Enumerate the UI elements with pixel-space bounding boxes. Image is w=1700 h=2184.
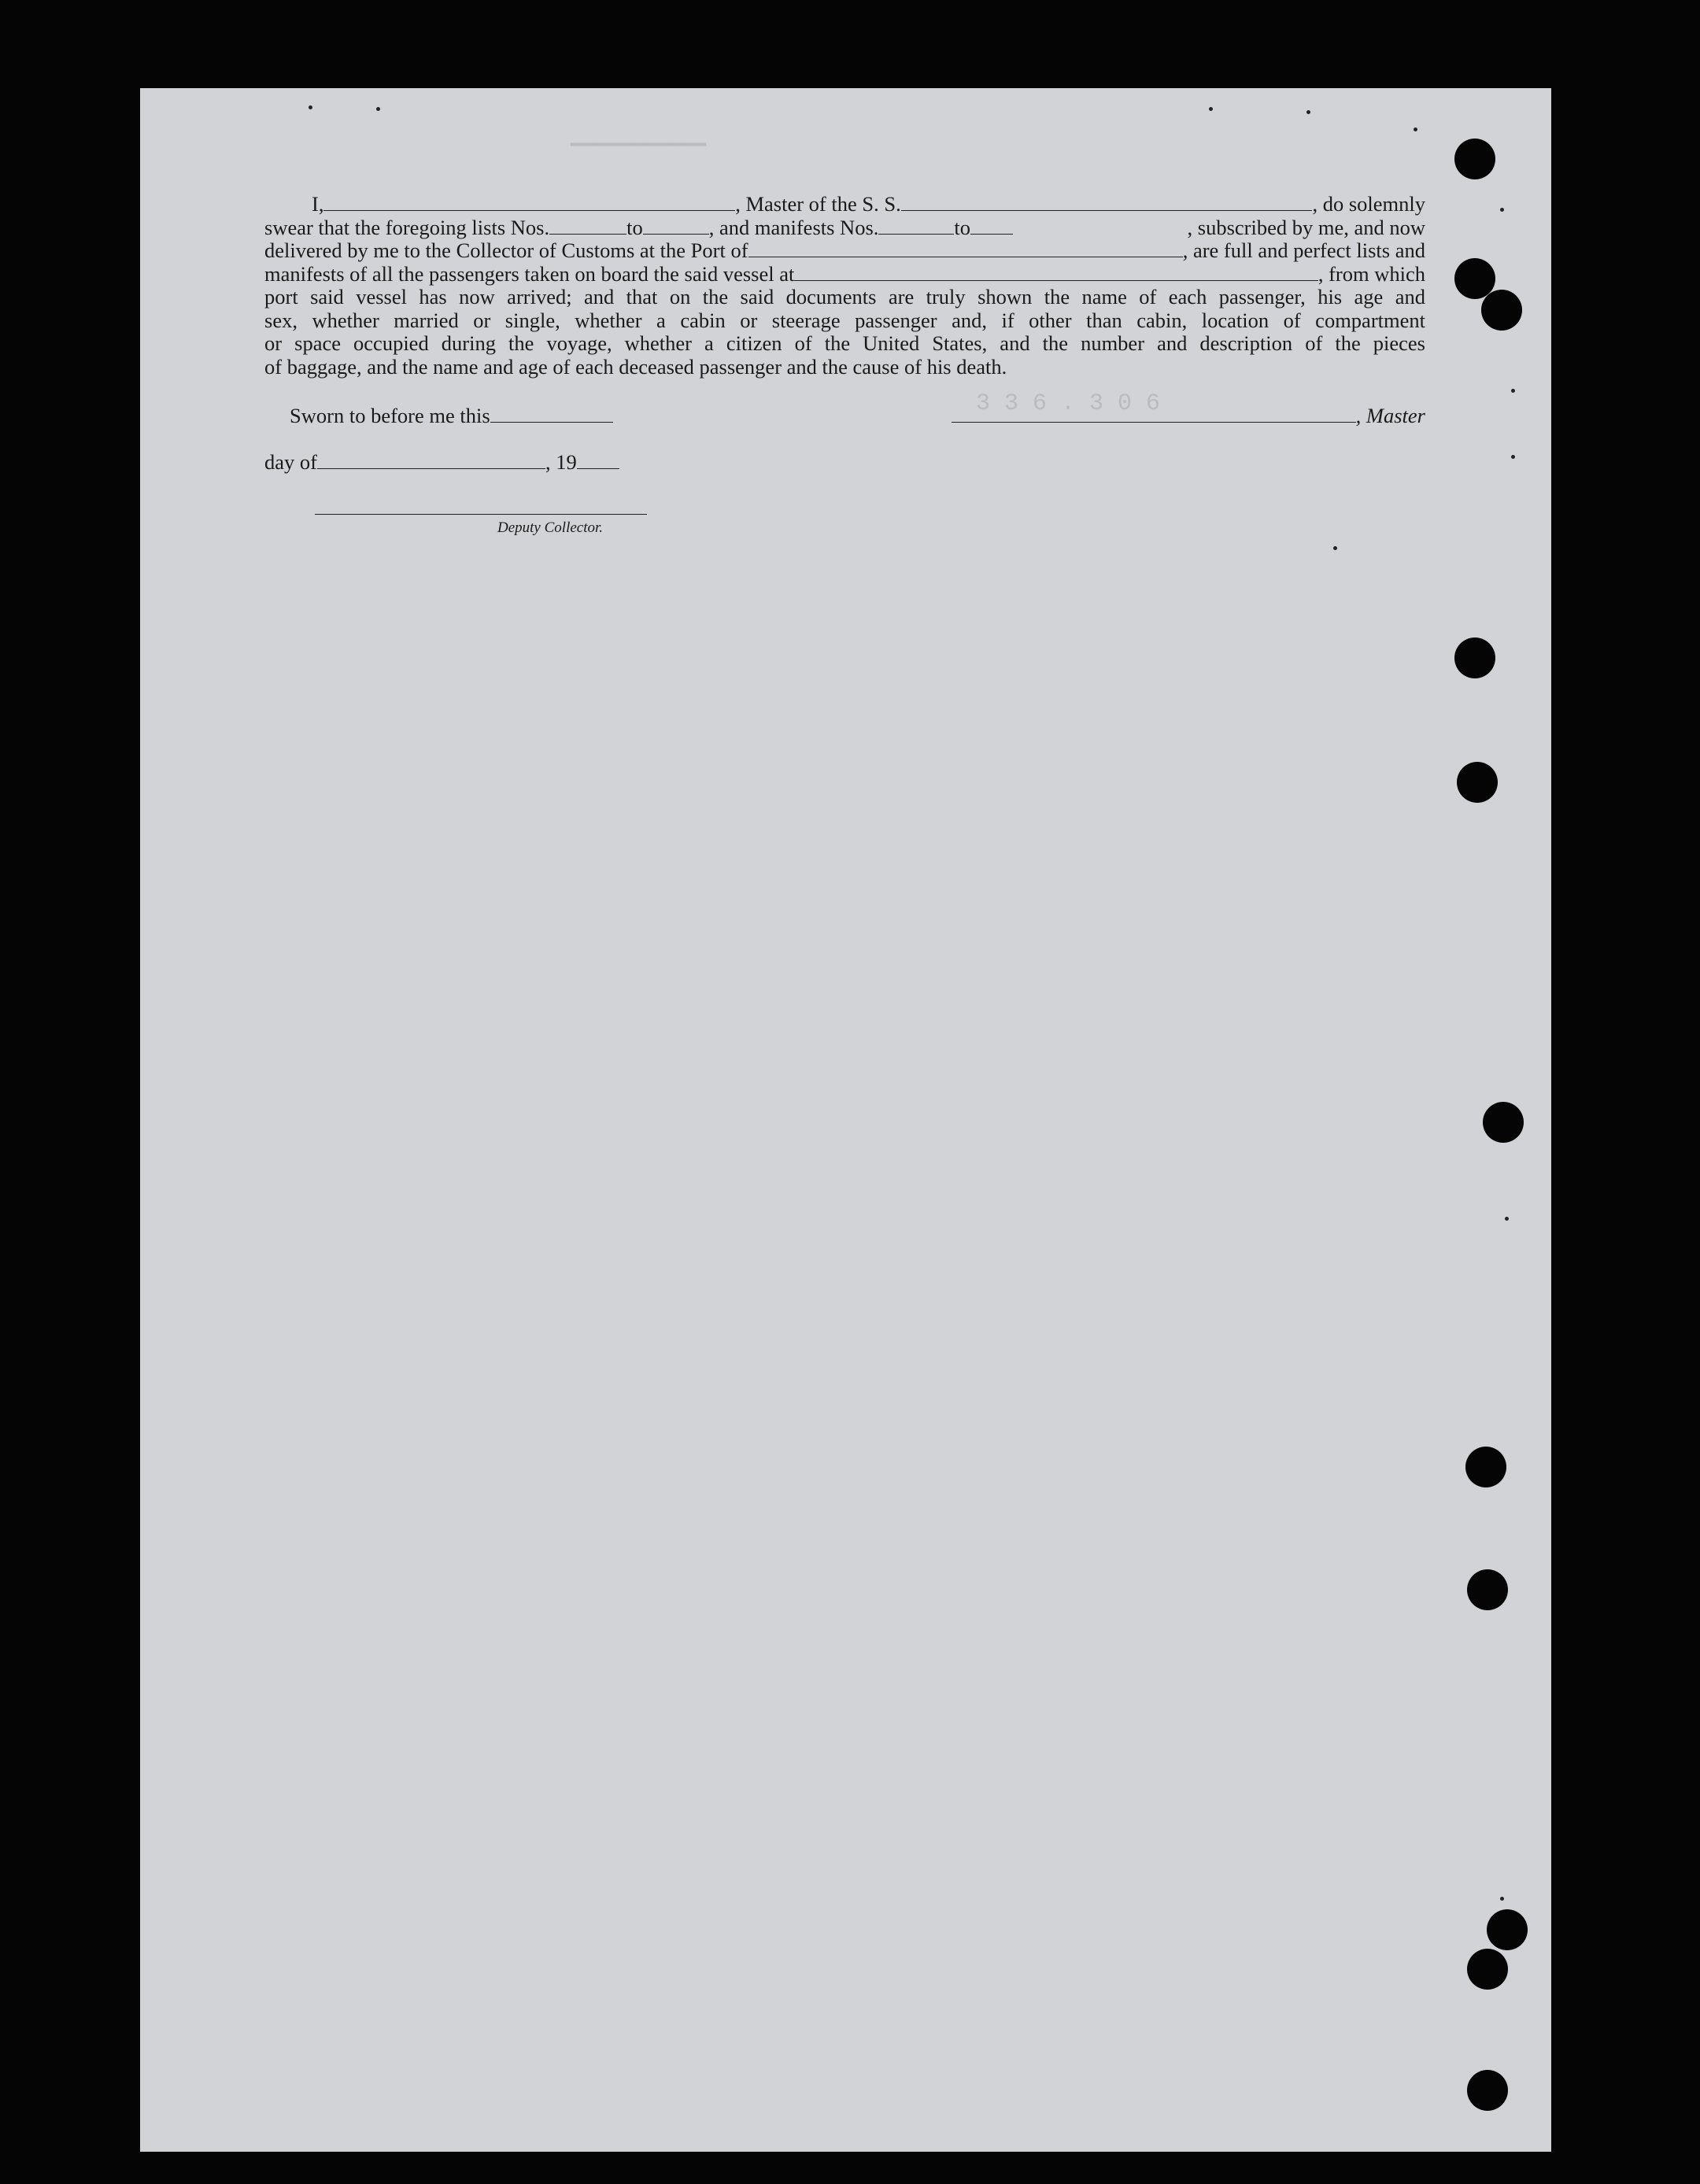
punch-hole [1467, 2070, 1508, 2111]
day-month-blank[interactable] [317, 453, 545, 469]
speck [1505, 1217, 1509, 1221]
punch-hole [1467, 1569, 1508, 1610]
oath-line-3 [264, 239, 1425, 263]
deputy-collector-label: Deputy Collector. [497, 519, 604, 536]
speck [376, 107, 380, 111]
punch-hole [1465, 1447, 1506, 1487]
oath-text: , do solemnly [1312, 192, 1426, 216]
manifests-from-blank[interactable] [878, 218, 954, 235]
day-text: day of [264, 450, 317, 474]
year-blank[interactable] [577, 453, 619, 469]
oath-paragraph [264, 193, 1425, 379]
manifests-to-blank[interactable] [970, 218, 1013, 235]
lists-from-blank[interactable] [549, 218, 626, 235]
document-sheet [140, 88, 1551, 2152]
oath-text: manifests of all the passengers taken on board the said vessel at [264, 261, 795, 286]
sworn-date-blank[interactable] [490, 406, 613, 423]
oath-text: I, [312, 192, 324, 216]
speck [1306, 110, 1310, 114]
speck [1333, 546, 1337, 550]
speck [1500, 1897, 1504, 1901]
show-through-text: ▁▁▁▁▁▁▁▁▁▁▁ [571, 124, 707, 147]
sworn-text: Sworn to before me this [290, 404, 490, 427]
year-text: , 19 [545, 450, 577, 474]
lists-to-blank[interactable] [643, 218, 709, 235]
oath-line-1 [264, 193, 1425, 216]
show-through-text: 3 3 6 . 3 0 6 [976, 390, 1161, 417]
speck [1511, 455, 1515, 459]
oath-line-5: port said vessel has now arrived; and that on the said documents are truly shown the name of each passenger, his age and [264, 286, 1425, 309]
oath-text: , from which [1318, 261, 1425, 286]
oath-line-8: of baggage, and the name and age of each deceased passenger and the cause of his death. [264, 354, 1007, 379]
master-name-blank[interactable] [323, 194, 735, 211]
punch-hole [1467, 1949, 1508, 1990]
speck [1500, 208, 1504, 212]
deputy-signature-blank[interactable] [315, 514, 647, 515]
day-line [264, 450, 619, 474]
oath-text: , Master of the S. S. [735, 192, 901, 216]
oath-text: to [626, 215, 643, 239]
oath-text: , and manifests Nos. [708, 215, 879, 239]
speck [309, 105, 312, 109]
oath-line-7: or space occupied during the voyage, whether a citizen of the United States, and the number and description of the pieces [264, 332, 1425, 355]
oath-text: to [954, 215, 971, 239]
oath-text: , subscribed by me, and now [1187, 215, 1425, 239]
punch-hole [1454, 139, 1495, 179]
sworn-line [290, 404, 1425, 429]
punch-hole [1483, 1102, 1524, 1143]
oath-text: delivered by me to the Collector of Customs at the Port of [264, 238, 748, 262]
punch-hole [1481, 290, 1522, 331]
departure-port-blank[interactable] [794, 264, 1318, 281]
speck [1511, 389, 1515, 393]
oath-line-6: sex, whether married or single, whether a cabin or steerage passenger and, if other than cabin, location of compartment [264, 309, 1425, 332]
speck [1209, 107, 1213, 111]
punch-hole [1457, 762, 1498, 803]
master-label: , Master [1355, 404, 1425, 427]
oath-text: swear that the foregoing lists Nos. [264, 215, 550, 239]
oath-text: , are full and perfect lists and [1182, 238, 1425, 262]
speck [1414, 127, 1417, 131]
port-blank[interactable] [748, 241, 1183, 257]
master-signature-blank[interactable] [952, 406, 1356, 423]
oath-line-4 [264, 263, 1425, 286]
oath-line-2 [264, 216, 1425, 240]
punch-hole [1454, 637, 1495, 678]
punch-hole [1487, 1909, 1528, 1950]
vessel-name-blank[interactable] [901, 194, 1313, 211]
